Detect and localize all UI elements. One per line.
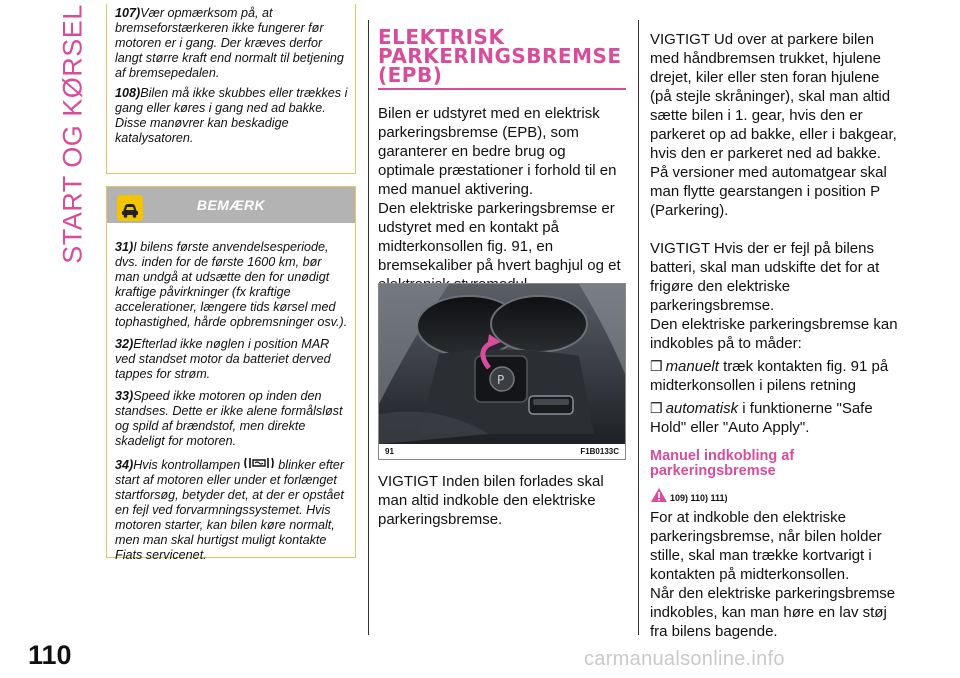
bemaerk-body xyxy=(107,223,355,563)
note-34 xyxy=(115,456,349,563)
bemaerk-title: BEMÆRK xyxy=(196,197,266,213)
column-divider-1 xyxy=(368,20,369,635)
vigtigt-1-block xyxy=(378,472,626,529)
bullet-italic: manuelt xyxy=(665,358,719,375)
page-number: 110 xyxy=(28,640,72,670)
note-text: Speed ikke motoren op inden den standses. Dette er ikke alene formålsløst og spild af brændstof, men direkte skadeligt for motoren. xyxy=(115,389,343,448)
heading-line: ELEKTRISK xyxy=(378,25,505,49)
note-number: 107) xyxy=(115,6,141,20)
note-107 xyxy=(115,6,349,81)
note-text: Bilen må ikke skubbes eller trækkes i gang eller køres i gang ned ad bakke. Disse manøvrer kan beskadige katalysatoren. xyxy=(115,86,348,145)
figure-91 xyxy=(378,283,626,460)
note-text-after: blinker efter start af motoren eller under et forlænget startforsøg, betyder det, at der er opstået en fejl ved forvarmningssystemet. Hvis motoren starter, kan bilen køre normalt, men man skal hurtigst muligt kontakte Fiats servicenet. xyxy=(115,458,345,562)
subheading-line: Manuel indkobling af xyxy=(650,448,795,464)
vigtigt-1: VIGTIGT Inden bilen forlades skal man altid indkoble den elektriske parkeringsbremse. xyxy=(378,473,604,528)
bullet-glyph: ❒ xyxy=(650,400,663,416)
bemaerk-box xyxy=(106,186,356,562)
epb-intro: Bilen er udstyret med en elektrisk parkeringsbremse (EPB), som garanterer en bedre brug og optimale præstationer i forhold til en med manuel aktivering. xyxy=(378,105,617,198)
warning-triangle-icon xyxy=(650,487,668,503)
note-33 xyxy=(115,389,349,449)
note-number: 108) xyxy=(115,86,141,100)
note-number: 33) xyxy=(115,389,134,403)
watermark: carmanualsonline.info xyxy=(584,648,785,670)
note-number: 34) xyxy=(115,458,134,472)
section-heading xyxy=(378,25,626,87)
bullet-manual xyxy=(650,357,898,395)
heading-rule xyxy=(378,88,626,90)
svg-text:P: P xyxy=(497,373,505,387)
note-108 xyxy=(115,86,349,146)
note-references: 109) 110) 111) xyxy=(670,493,728,503)
bullet-glyph: ❒ xyxy=(650,358,663,374)
epb-section xyxy=(378,25,626,294)
note-text: I bilens første anvendelsesperiode, dvs. inden for de første 1600 km, bør man undgå at udsætte den for unødigt kraftige påvirkninger (fx kraftige accelerationer, længere tids kørsel med tophastighed, hårde opbremsninger osv.). xyxy=(115,240,348,329)
chapter-title-text: START OG KØRSEL xyxy=(57,4,88,264)
note-31 xyxy=(115,240,349,330)
exhaust-warning-icon xyxy=(242,456,276,470)
bemaerk-header xyxy=(107,187,355,223)
vigtigt-2: VIGTIGT Ud over at parkere bilen med håndbremsen trukket, hjulene drejet, kiler eller sten foran hjulene (på stejle skråninger), skal man altid sætte bilen i 1. gear, hvis den er parkeret op ad bakke, eller i bakgear, hvis den er parkeret ned ad bakke. På versioner med automatgear skal man flytte gearstangen i position P (Parkering). xyxy=(650,31,897,219)
bullet-automatic xyxy=(650,399,898,437)
modes-intro: Den elektriske parkeringsbremse kan indkobles på to måder: xyxy=(650,316,898,352)
subheading-line: parkeringsbremse xyxy=(650,463,776,479)
column-divider-2 xyxy=(638,20,639,635)
vigtigt-3: VIGTIGT Hvis der er fejl på bilens batteri, skal man udskifte det for at frigøre den elektriske parkeringsbremse. xyxy=(650,240,880,314)
note-32 xyxy=(115,337,349,382)
note-text: Efterlad ikke nøglen i position MAR ved standset motor da batteriet derved tappes for strøm. xyxy=(115,337,331,381)
bullet-text: træk kontakten fig. 91 på midterkonsollen i pilens retning xyxy=(650,358,889,394)
note-number: 32) xyxy=(115,337,134,351)
manual-subheading xyxy=(650,449,898,479)
figure-caption xyxy=(385,444,619,456)
manual-text-2: Når den elektriske parkeringsbremse indkobles, kan man høre en lav støj fra bilens bagende. xyxy=(650,585,896,640)
note-text-before: Hvis kontrollampen xyxy=(133,458,241,472)
figure-code: F1B0133C xyxy=(580,447,619,456)
note-text: Vær opmærksom på, at bremseforstærkeren ikke fungerer før motoren er i gang. Der kræves derfor langt større kraft end normalt til betjening af bremsepedalen. xyxy=(115,6,344,80)
heading-line: PARKERINGSBREMSE xyxy=(378,44,622,68)
refs-row xyxy=(650,487,898,506)
chapter-sidebar-title xyxy=(53,4,93,264)
console-photo xyxy=(379,284,625,444)
heading-line: (EPB) xyxy=(378,63,443,87)
epb-intro-2: Den elektriske parkeringsbremse er udstyret med en kontakt på midterkonsollen fig. 91, en bremsekaliber på hvert baghjul og et xyxy=(378,200,621,274)
bullet-italic: automatisk xyxy=(665,400,739,417)
bullet-text: i funktionerne "Safe Hold" eller "Auto Apply". xyxy=(650,400,873,436)
notes-box xyxy=(106,4,356,174)
right-column xyxy=(650,30,898,641)
manual-text: For at indkoble den elektriske parkeringsbremse, når bilen holder stille, skal man trække kortvarigt i kontakten på midterkonsollen. xyxy=(650,509,882,583)
figure-number: 91 xyxy=(385,447,394,456)
note-number: 31) xyxy=(115,240,134,254)
